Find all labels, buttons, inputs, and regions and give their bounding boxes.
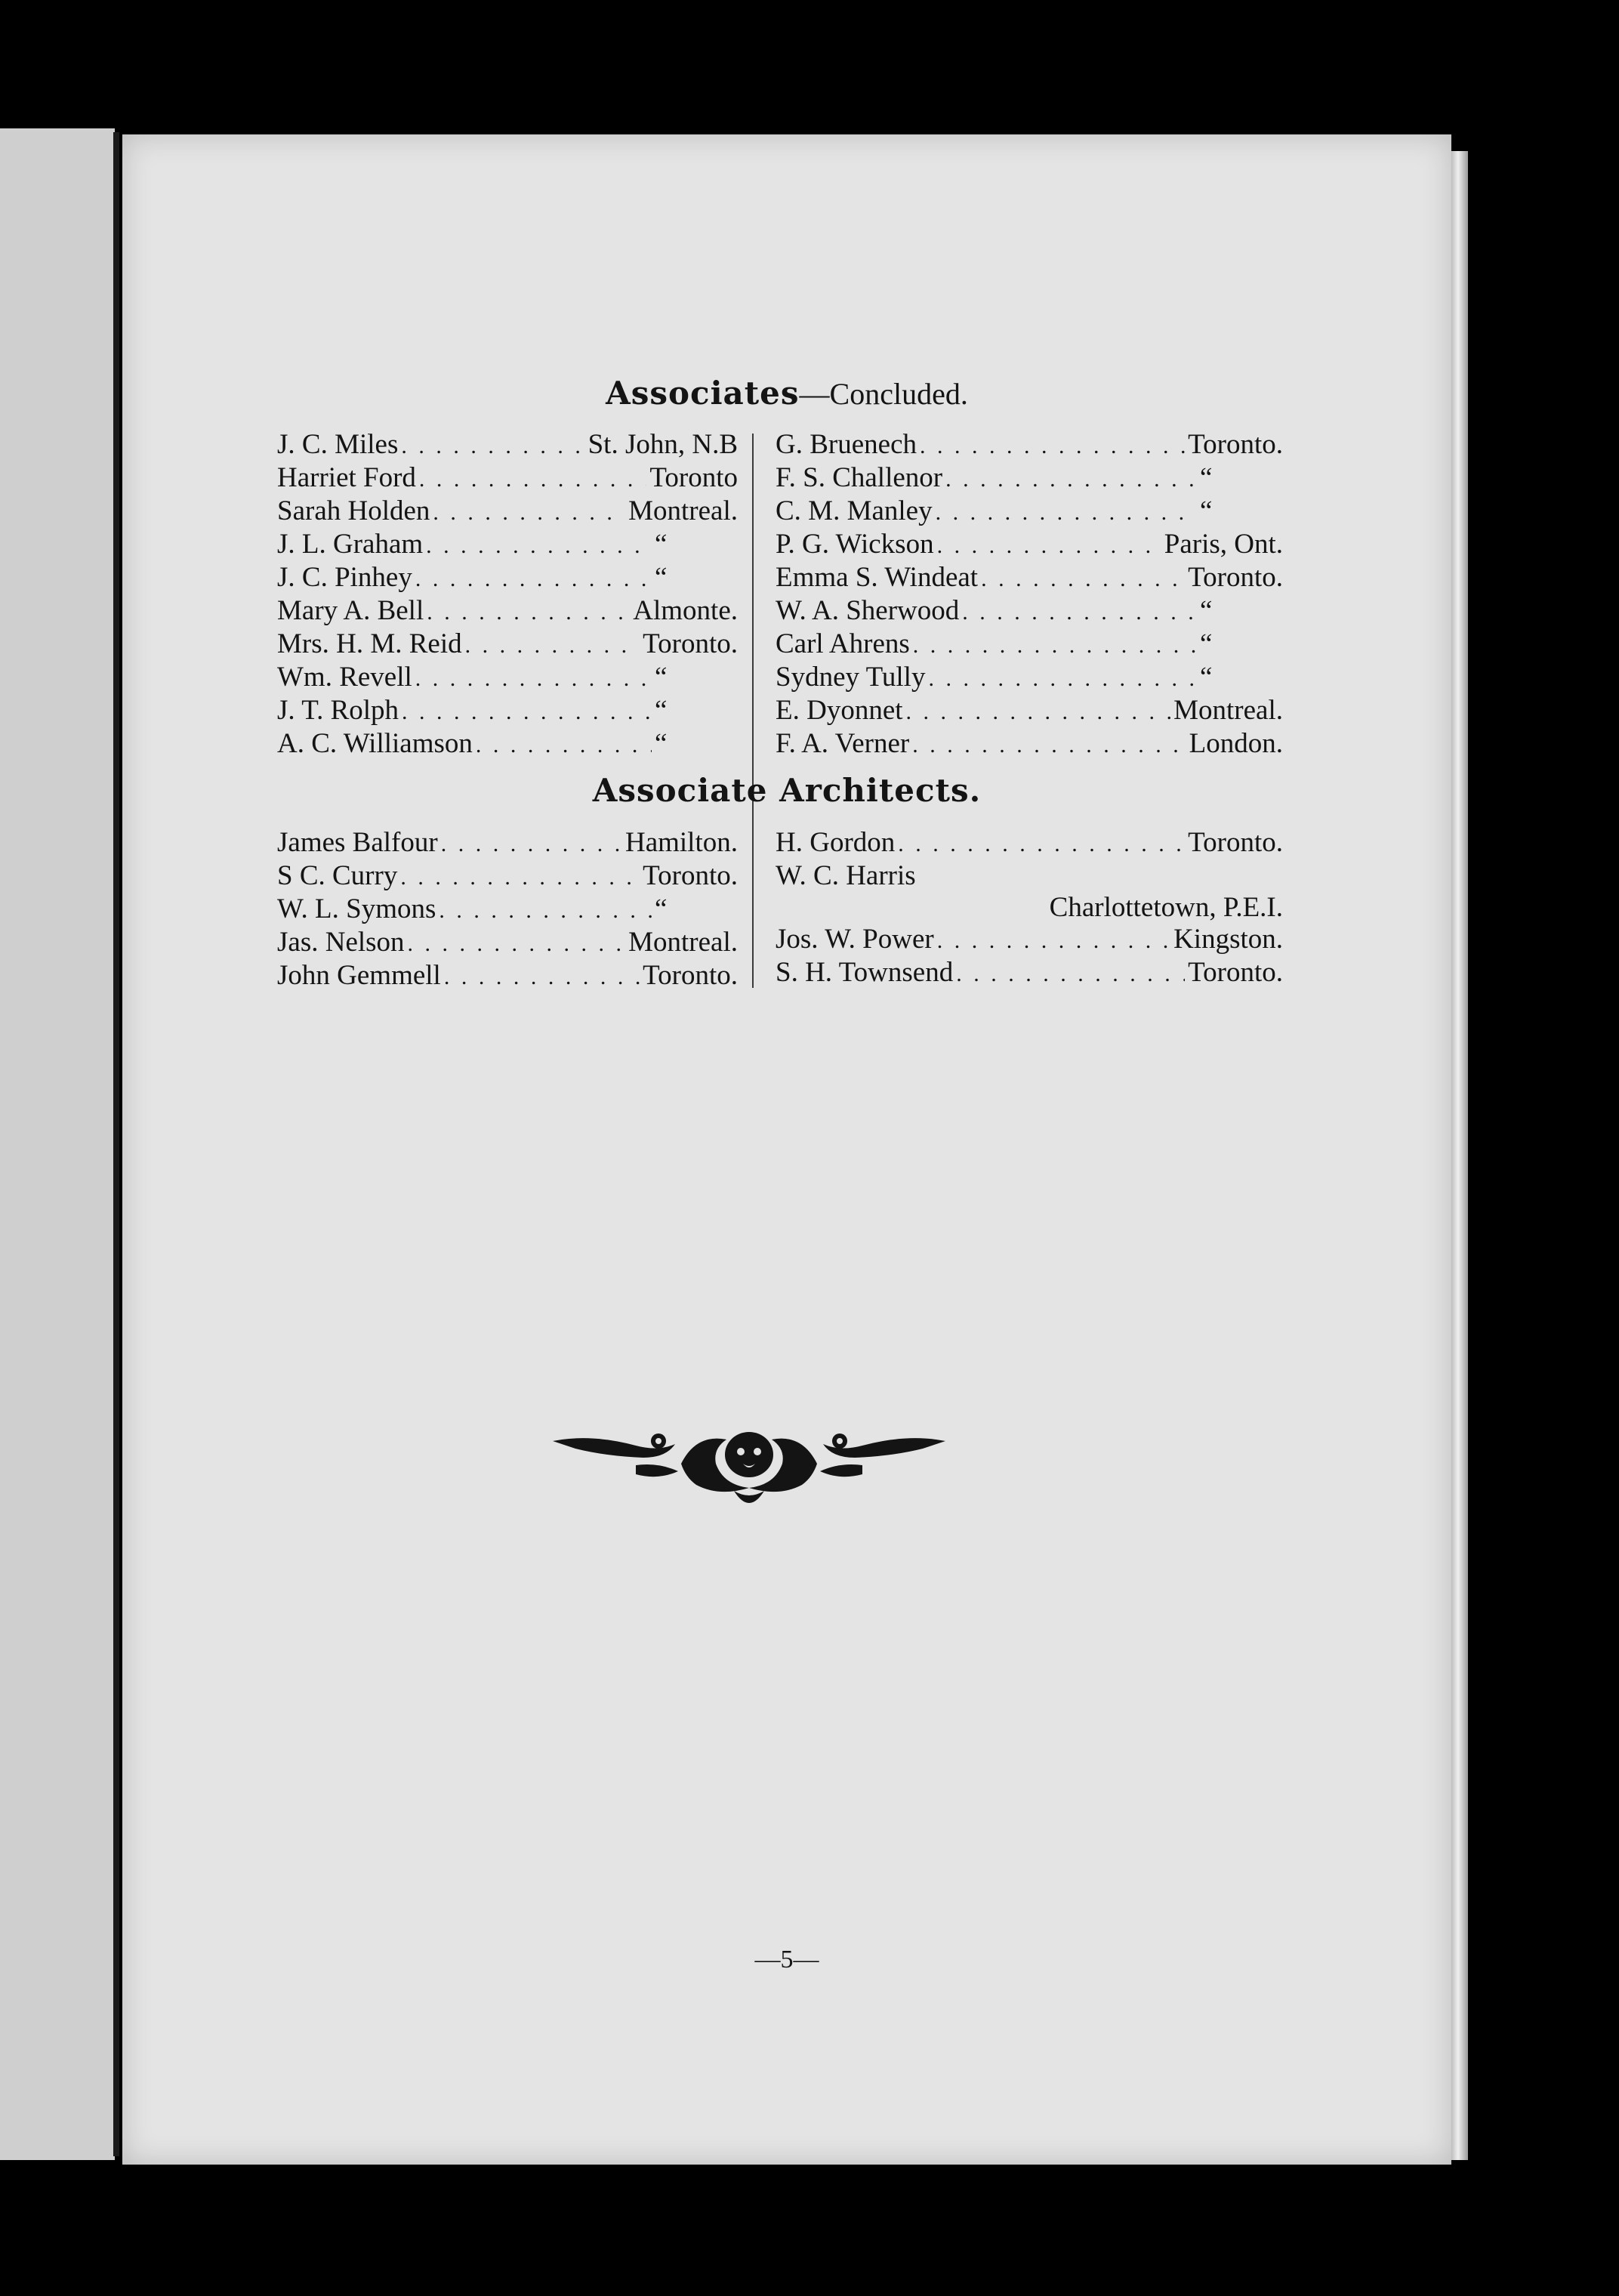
entry-row — [277, 728, 738, 761]
entry-place-ditto: “ — [655, 662, 668, 693]
entry-place: Toronto. — [1188, 957, 1283, 988]
leader-dots — [400, 862, 640, 893]
entry-row — [277, 595, 738, 628]
entry-name: Wm. Revell — [277, 662, 412, 693]
associates-heading — [122, 375, 1451, 412]
leader-dots — [898, 829, 1185, 860]
architects-column-divider — [752, 831, 754, 988]
entry-place: Toronto. — [1188, 429, 1283, 460]
leader-dots — [945, 464, 1197, 495]
leader-dots — [956, 958, 1185, 990]
entry-name: J. L. Graham — [277, 529, 424, 560]
leader-dots — [427, 597, 630, 628]
entry-row — [277, 893, 738, 927]
entry-row — [776, 562, 1283, 595]
entry-place-ditto: “ — [655, 893, 668, 924]
entry-place-ditto: “ — [1200, 662, 1213, 693]
entry-name: H. Gordon — [776, 827, 896, 858]
entry-name: Sydney Tully — [776, 662, 926, 693]
document-page — [122, 134, 1451, 2165]
entry-name: John Gemmell — [277, 960, 441, 991]
entry-row — [776, 957, 1283, 990]
entry-place: London. — [1189, 728, 1283, 759]
leader-dots — [920, 430, 1185, 462]
entry-row — [776, 892, 1283, 924]
entry-place: Toronto. — [643, 628, 738, 659]
associates-left-column — [277, 429, 738, 761]
leader-dots — [415, 563, 652, 595]
entry-row — [277, 927, 738, 960]
entry-name: Carl Ahrens — [776, 628, 910, 659]
entry-name: James Balfour — [277, 827, 438, 858]
entry-row — [277, 529, 738, 562]
entry-place-ditto: “ — [1200, 495, 1213, 526]
entry-place: St. John, N.B — [587, 429, 738, 460]
leader-dots — [465, 630, 640, 662]
entry-place-ditto: “ — [655, 728, 668, 759]
entry-row — [776, 860, 1283, 892]
leader-dots — [937, 925, 1170, 957]
architects-right-column — [776, 827, 1283, 990]
entry-row — [277, 827, 738, 860]
entry-name: Mary A. Bell — [277, 595, 424, 626]
entry-place-ditto: “ — [655, 695, 668, 726]
leader-dots — [913, 630, 1197, 662]
entry-place: Toronto. — [1188, 562, 1283, 593]
leader-dots — [415, 663, 652, 695]
associates-right-column — [776, 429, 1283, 761]
leader-dots — [433, 497, 625, 529]
architects-left-column — [277, 827, 738, 993]
entry-row — [277, 429, 738, 462]
entry-place: Charlottetown, P.E.I. — [1049, 892, 1283, 923]
entry-place-ditto: “ — [655, 529, 668, 560]
entry-place: Toronto. — [643, 860, 738, 891]
entry-place: Montreal. — [628, 927, 738, 958]
entry-name: C. M. Manley — [776, 495, 933, 526]
leader-dots — [928, 663, 1197, 695]
entry-place-ditto: “ — [1200, 462, 1213, 493]
leader-dots — [936, 497, 1197, 529]
entry-name: F. S. Challenor — [776, 462, 943, 493]
entry-row — [277, 462, 738, 495]
entry-row — [277, 628, 738, 662]
entry-name: F. A. Verner — [776, 728, 910, 759]
entry-name: Jas. Nelson — [277, 927, 405, 958]
leader-dots — [408, 928, 626, 960]
entry-place-ditto: “ — [1200, 595, 1213, 626]
page-edge — [1451, 151, 1468, 2160]
entry-row — [776, 728, 1283, 761]
entry-row — [776, 695, 1283, 728]
entry-name: G. Bruenech — [776, 429, 917, 460]
entry-row — [776, 529, 1283, 562]
entry-name: S. H. Townsend — [776, 957, 954, 988]
entry-row — [277, 562, 738, 595]
entry-name: Jos. W. Power — [776, 924, 934, 955]
entry-place: Montreal. — [628, 495, 738, 526]
entry-name: Emma S. Windeat — [776, 562, 979, 593]
entry-place: Almonte. — [633, 595, 738, 626]
associates-heading-suffix: —Concluded. — [799, 377, 968, 411]
entry-name: J. C. Miles — [277, 429, 399, 460]
entry-name: S C. Curry — [277, 860, 398, 891]
decorative-ornament — [545, 1418, 953, 1517]
leader-dots — [426, 530, 652, 562]
entry-row — [776, 662, 1283, 695]
leader-dots — [441, 829, 622, 860]
entry-row — [277, 860, 738, 893]
entry-row — [776, 628, 1283, 662]
page-number: —5— — [754, 1946, 819, 1974]
associates-column-divider — [752, 434, 754, 882]
entry-name: W. L. Symons — [277, 893, 436, 924]
entry-place: Kingston. — [1173, 924, 1283, 955]
leader-dots — [401, 430, 584, 462]
entry-place: Toronto — [649, 462, 738, 493]
entry-row — [776, 924, 1283, 957]
entry-name: Mrs. H. M. Reid — [277, 628, 462, 659]
entry-name: Sarah Holden — [277, 495, 430, 526]
facing-page — [0, 128, 115, 2160]
entry-place: Montreal. — [1173, 695, 1283, 726]
entry-name: W. A. Sherwood — [776, 595, 960, 626]
architects-heading — [122, 772, 1451, 809]
entry-row — [776, 595, 1283, 628]
entry-name: J. C. Pinhey — [277, 562, 412, 593]
entry-row — [277, 662, 738, 695]
leader-dots — [476, 730, 652, 761]
entry-place: Hamilton. — [624, 827, 738, 858]
architects-heading-title: Associate Architects. — [592, 772, 982, 809]
leader-dots — [419, 464, 646, 495]
entry-row — [277, 960, 738, 993]
leader-dots — [937, 530, 1161, 562]
leader-dots — [444, 961, 640, 993]
entry-place: Toronto. — [1188, 827, 1283, 858]
entry-row — [776, 429, 1283, 462]
entry-name: E. Dyonnet — [776, 695, 903, 726]
entry-row — [277, 695, 738, 728]
leader-dots — [981, 563, 1185, 595]
leader-dots — [962, 597, 1197, 628]
entry-name: W. C. Harris — [776, 860, 916, 891]
entry-name: A. C. Williamson — [277, 728, 473, 759]
entry-name: P. G. Wickson — [776, 529, 934, 560]
entry-row — [776, 462, 1283, 495]
entry-place: Paris, Ont. — [1164, 529, 1283, 560]
leader-dots — [912, 730, 1186, 761]
leader-dots — [906, 696, 1171, 728]
entry-name: Harriet Ford — [277, 462, 416, 493]
facing-page-edge — [113, 132, 119, 2156]
entry-place: Toronto. — [643, 960, 738, 991]
leader-dots — [439, 895, 652, 927]
entry-place-ditto: “ — [655, 562, 668, 593]
entry-row — [776, 827, 1283, 860]
entry-name: J. T. Rolph — [277, 695, 399, 726]
leader-dots — [402, 696, 652, 728]
entry-row — [776, 495, 1283, 529]
entry-row — [277, 495, 738, 529]
associates-heading-title: Associates — [606, 375, 800, 412]
entry-place-ditto: “ — [1200, 628, 1213, 659]
